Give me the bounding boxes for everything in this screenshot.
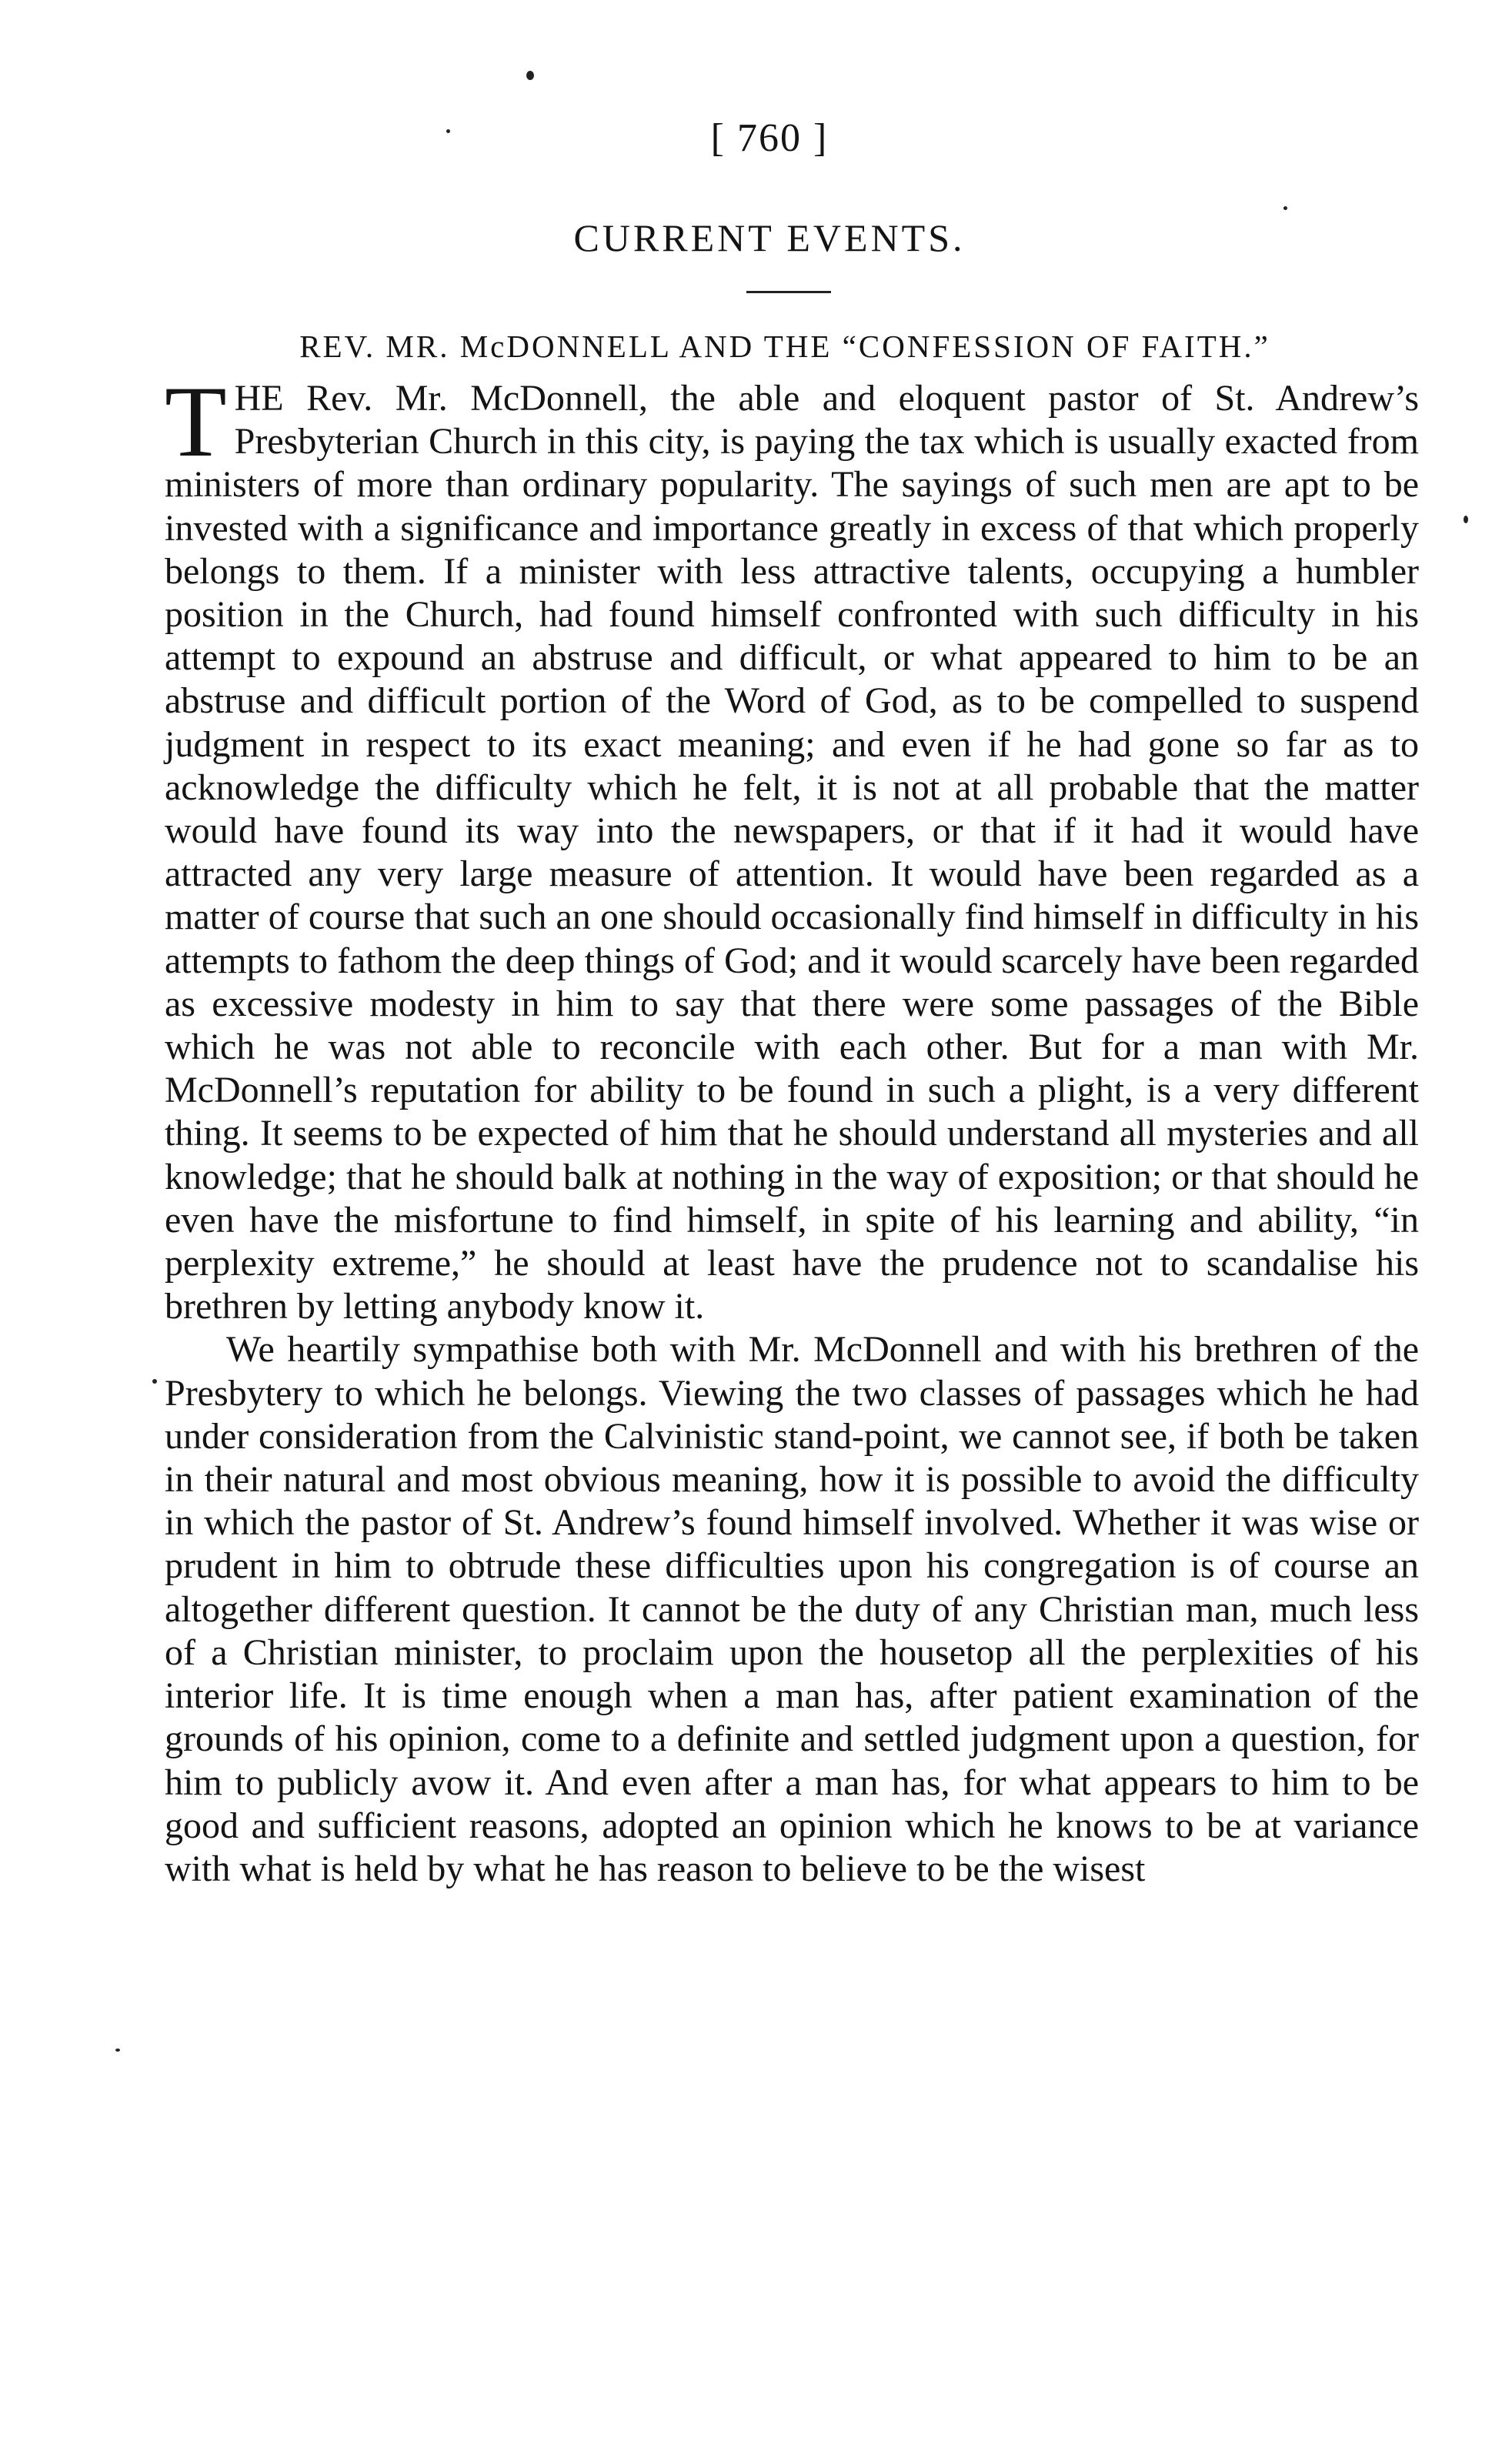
print-speck bbox=[526, 71, 534, 80]
page-number: [ 760 ] bbox=[710, 116, 829, 160]
drop-cap: T bbox=[165, 365, 227, 478]
paragraph-1 bbox=[165, 365, 1419, 1328]
print-speck bbox=[1283, 206, 1287, 210]
paragraph-1-text: HE Rev. Mr. McDonnell, the able and eloquent pastor of St. Andrew’s Presbyterian Church in this city, is paying the tax which is usually exacted from ministers of more than ordinary popularity. The sayings of such men are apt to be invested with a significance and importance greatly in excess of that which properly belongs to them. If a minister with less attractive talents, occupying a humbler position in the Church, had found himself confronted with such difficulty in his attempt to expound an abstruse and difficult, or what appeared to him to be an abstruse and difficult portion of the Word of God, as to be compelled to suspend judgment in respect to its exact meaning; and even if he had gone so far as to acknowledge the difficulty which he felt, it is not at all probable that the matter would have found its way into the newspapers, or that if it had it would have attracted any very large measure of attention. It would have been regarded as a matter of course that such an one should occasionally find himself in difficulty in his attempts to fathom the deep things of God; and it would scarcely have been regarded as excessive modesty in him to say that there were some passages of the Bible which he was not able to reconcile with each other. But for a man with Mr. McDonnell’s reputation for ability to be found in such a plight, is a very different thing. It seems to be expected of him that he should understand all mysteries and all knowledge; that he should balk at nothing in the way of exposition; or that should he even have the misfortune to find himself, in spite of his learning and ability, “in perplexity extreme,” he should at least have the prudence not to scandalise his brethren by letting anybody know it. bbox=[165, 378, 1419, 1327]
section-title: CURRENT EVENTS. bbox=[573, 216, 966, 259]
paragraph-2: We heartily sympathise both with Mr. McDonnell and with his brethren of the Presbytery to which he belongs. Viewing the two classes of passages which he had under consideration from the Calvinistic stand-point, we cannot see, if both be taken in their natural and most obvious meaning, how it is possible to avoid the difficulty in which the pastor of St. Andrew’s found himself involved. Whether it was wise or prudent in him to obtrude these difficulties upon his congregation is of course an altogether different question. It cannot be the duty of any Christian man, much less of a Christian minister, to proclaim upon the housetop all the perplexities of his interior life. It is time enough when a man has, after patient examination of the grounds of his opinion, come to a definite and settled judgment upon a question, for him to publicly avow it. And even after a man has, for what appears to him to be good and sufficient reasons, adopted an opinion which he knows to be at variance with what is held by what he has reason to believe to be the wisest bbox=[165, 1329, 1419, 1889]
article-body bbox=[165, 365, 1419, 1891]
print-speck bbox=[446, 129, 450, 133]
article-title: REV. MR. McDONNELL AND THE “CONFESSION OF FAITH.” bbox=[299, 329, 1270, 364]
title-divider bbox=[746, 291, 831, 293]
print-speck bbox=[152, 1379, 157, 1384]
print-speck bbox=[1464, 516, 1468, 523]
print-speck bbox=[115, 2049, 120, 2052]
